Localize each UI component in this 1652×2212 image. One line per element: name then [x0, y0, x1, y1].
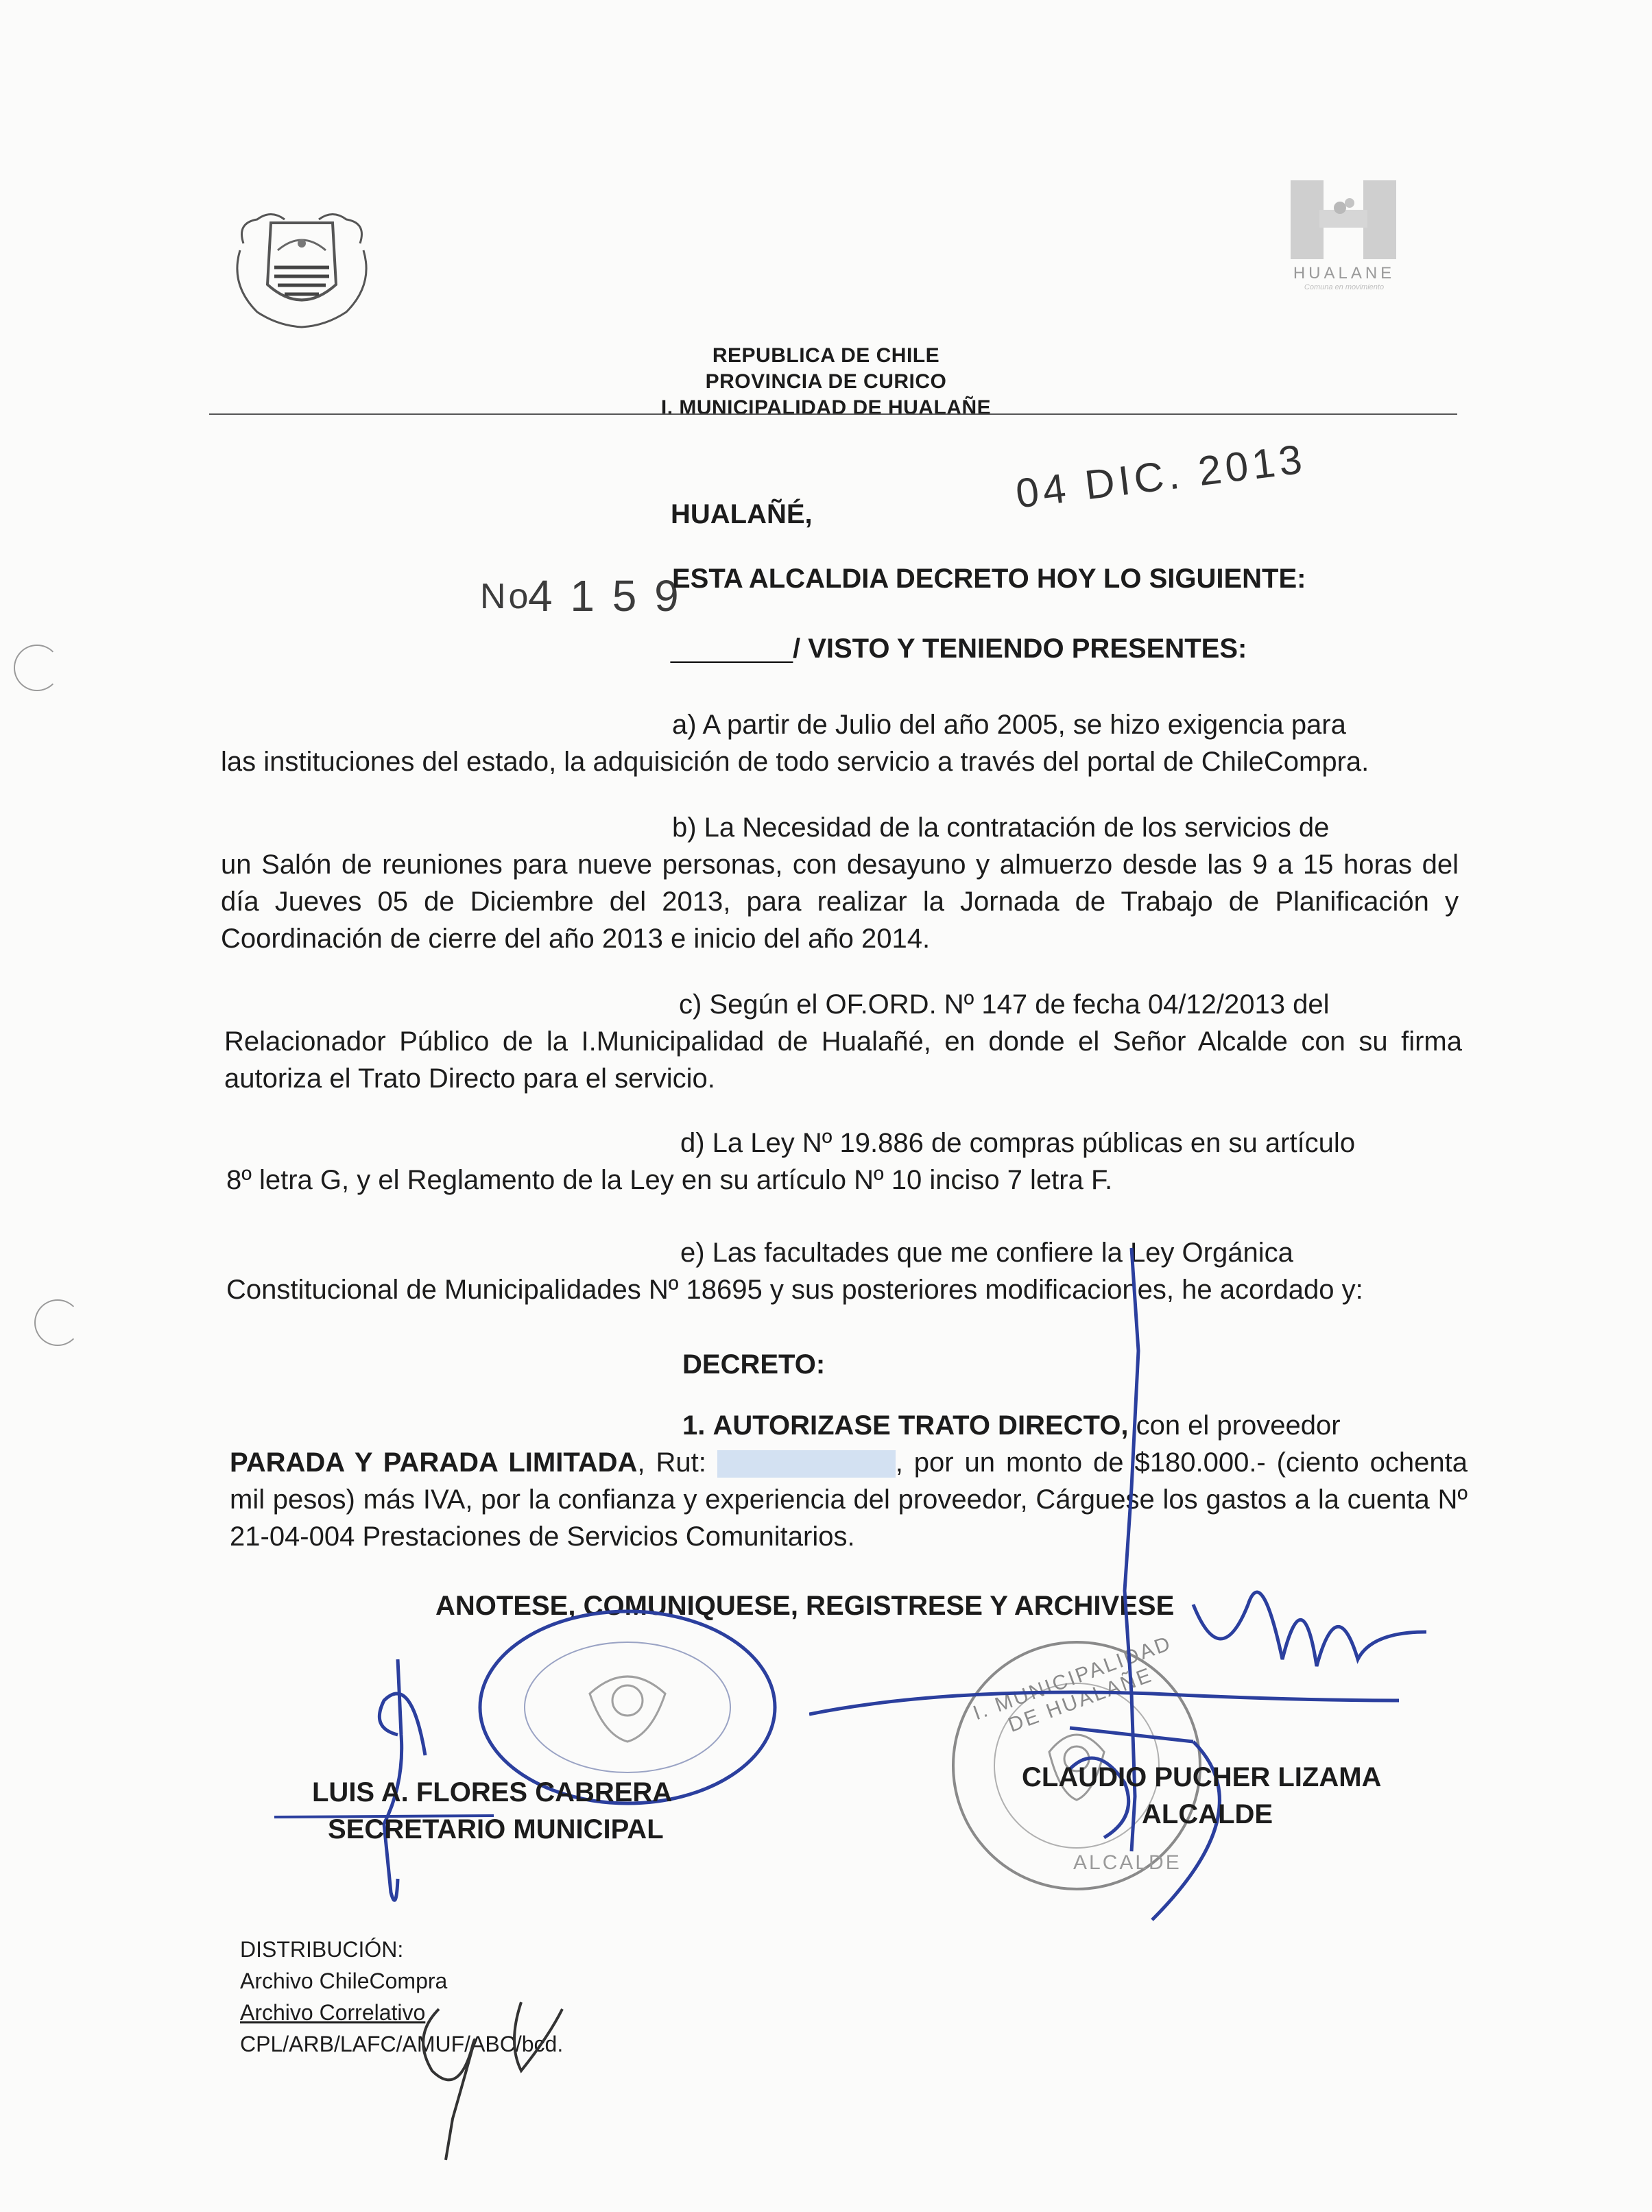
item-c-rest: Relacionador Público de la I.Municipalidad de Hualañé, en donde el Señor Alcalde con su firma autoriza el Trato Directo para el servicio.	[224, 1026, 1462, 1094]
article-1-title: AUTORIZASE TRATO DIRECTO,	[713, 1410, 1129, 1441]
distribution-line-3: CPL/ARB/LAFC/AMUF/ABC/bcd.	[240, 2032, 564, 2056]
visto-line	[671, 634, 1247, 664]
logo-name: HUALANE	[1293, 264, 1396, 282]
hualane-logo	[1276, 177, 1413, 314]
header-municipalidad: I. MUNICIPALIDAD DE HUALAÑE	[660, 396, 992, 419]
visto-text: / VISTO Y TENIENDO PRESENTES:	[792, 634, 1247, 664]
right-seal-text: I. MUNICIPALIDAD DE HUALAÑE	[970, 1631, 1175, 1737]
place-heading: HUALAÑÉ,	[671, 499, 813, 529]
item-e-rest: Constitucional de Municipalidades Nº 18695 y sus posteriores modificaciones, he acordado y:	[226, 1275, 1363, 1305]
intro-line: ESTA ALCALDIA DECRETO HOY LO SIGUIENTE:	[672, 564, 1306, 594]
logo-tagline: Comuna en movimiento	[1304, 283, 1385, 291]
visto-blank: ________	[671, 634, 793, 664]
decreto-heading: DECRETO:	[682, 1349, 826, 1380]
item-c-lead: c) Según el OF.ORD. Nº 147 de fecha 04/12/2013 del	[679, 989, 1330, 1020]
mayor-title: ALCALDE	[1142, 1799, 1273, 1829]
date-stamp: 04 DIC. 2013	[1013, 435, 1309, 517]
item-e-lead: e) Las facultades que me confiere la Ley Orgánica	[680, 1238, 1293, 1268]
secretary-name: LUIS A. FLORES CABRERA	[312, 1777, 673, 1807]
secretary-title: SECRETARIO MUNICIPAL	[328, 1814, 664, 1844]
punch-hole-top	[14, 645, 60, 691]
article-1-lead-rest: con el proveedor	[1128, 1410, 1341, 1441]
rut-label: , Rut:	[637, 1447, 717, 1478]
initials-mark-icon	[384, 1982, 603, 2174]
signature-mayor-icon	[809, 1248, 1481, 1934]
distribution-line-2: Archivo Correlativo	[240, 2000, 426, 2025]
header-divider	[209, 413, 1457, 415]
coat-of-arms-icon	[230, 202, 374, 329]
item-d-rest: 8º letra G, y el Reglamento de la Ley en su artículo Nº 10 inciso 7 letra F.	[226, 1165, 1113, 1195]
decree-number: 4 1 5 9	[528, 571, 682, 621]
article-1-text: , por un monto de $180.000.- (ciento ochenta mil pesos) más IVA, por la confianza y experiencia del proveedor, Cárguese los gastos a la cuenta Nº 21-04-004 Prestaciones de Servicios Comunitarios.	[230, 1447, 1468, 1552]
closing-line: ANOTESE, COMUNIQUESE, REGISTRESE Y ARCHIVESE	[435, 1591, 1175, 1621]
item-a-rest: las instituciones del estado, la adquisición de todo servicio a través del portal de ChileCompra.	[221, 747, 1369, 777]
right-seal-bottom-text: ALCALDE	[1073, 1851, 1182, 1874]
decree-number-label: No	[480, 577, 531, 616]
article-1-number: 1.	[682, 1410, 706, 1441]
item-b-lead: b) La Necesidad de la contratación de los servicios de	[672, 813, 1330, 843]
punch-hole-bottom	[34, 1299, 81, 1346]
provider-name: PARADA Y PARADA LIMITADA	[230, 1447, 638, 1478]
distribution-line-1: Archivo ChileCompra	[240, 1969, 448, 1993]
header-republica: REPUBLICA DE CHILE	[712, 344, 940, 367]
header-provincia: PROVINCIA DE CURICO	[705, 370, 947, 393]
item-a-lead: a) A partir de Julio del año 2005, se hizo exigencia para	[672, 710, 1346, 740]
hualane-h-icon	[1285, 177, 1402, 263]
item-b-rest: un Salón de reuniones para nueve personas, con desayuno y almuerzo desde las 9 a 15 horas del día Jueves 05 de Diciembre del 2013, para realizar la Jornada de Trabajo de Planificación y Coordinación de cierre del año 2013 e inicio del año 2014.	[221, 850, 1459, 954]
distribution-heading: DISTRIBUCIÓN:	[240, 1937, 404, 1962]
mayor-name: CLAUDIO PUCHER LIZAMA	[1022, 1762, 1382, 1792]
item-d-lead: d) La Ley Nº 19.886 de compras públicas en su artículo	[680, 1128, 1356, 1158]
